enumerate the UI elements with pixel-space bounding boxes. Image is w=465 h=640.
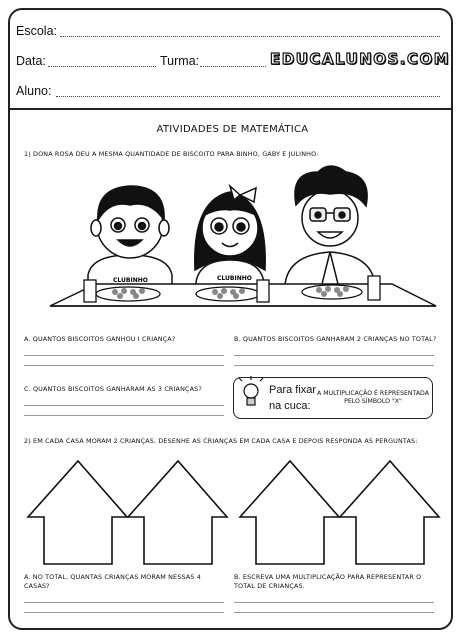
- house-outlines: [28, 461, 439, 564]
- aluno-label: Aluno:: [16, 84, 52, 98]
- answer-line-1c-2[interactable]: [24, 415, 224, 416]
- turma-label: Turma:: [160, 54, 200, 68]
- section1-prompt: 1) DONA ROSA DEU A MESMA QUANTIDADE DE BISCOITO PARA BINHO, GABY E JULINHO:: [24, 150, 319, 158]
- question-1a: A. QUANTOS BISCOITOS GANHOU I CRIANÇA?: [24, 335, 176, 343]
- house-2: [128, 461, 227, 564]
- boy-julinho-figure: [285, 166, 375, 292]
- tip-box: [233, 377, 433, 419]
- answer-line-1c-1[interactable]: [24, 405, 224, 406]
- answer-line-1b-2[interactable]: [234, 365, 434, 366]
- boy-shirt-text: CLUBINHO: [113, 277, 148, 284]
- answer-line-2b-2[interactable]: [234, 612, 434, 613]
- answer-line-2a-1[interactable]: [24, 602, 224, 603]
- house-1: [28, 461, 127, 564]
- house-4: [340, 461, 439, 564]
- section2-prompt: 2) EM CADA CASA MORAM 2 CRIANÇAS. DESENHE AS CRIANÇAS EM CADA CASA E DEPOIS RESPONDA AS PERGUNTAS:: [24, 437, 418, 445]
- brand-logo-text: EDUCALUNOS.COM: [270, 50, 451, 68]
- tip-text: A MULTIPLICAÇÃO É REPRESENTADA PELO SÍMBOLO "X": [317, 390, 429, 405]
- escola-label: Escola:: [16, 24, 57, 38]
- tip-title-line2: na cuca:: [269, 400, 311, 412]
- boy-binho-figure: [88, 186, 172, 290]
- tip-title-line1: Para fixar: [269, 384, 317, 396]
- question-1c: C. QUANTOS BISCOITOS GANHARAM AS 3 CRIANÇAS?: [24, 385, 202, 393]
- question-2b: B. ESCREVA UMA MULTIPLICAÇÃO PARA REPRESENTAR O TOTAL DE CRIANÇAS.: [234, 573, 422, 590]
- house-3: [240, 461, 339, 564]
- answer-line-2b-1[interactable]: [234, 602, 434, 603]
- girl-shirt-text: CLUBINHO: [217, 275, 252, 282]
- question-1b: B. QUANTOS BISCOITOS GANHARAM 2 CRIANÇAS NO TOTAL?: [234, 335, 437, 343]
- answer-line-1a-2[interactable]: [24, 365, 224, 366]
- answer-line-1b-1[interactable]: [234, 355, 434, 356]
- question-2a: A. NO TOTAL, QUANTAS CRIANÇAS MORAM NESSAS 4 CASAS?: [24, 573, 201, 590]
- data-label: Data:: [16, 54, 46, 68]
- answer-line-1a-1[interactable]: [24, 355, 224, 356]
- page-title: ATIVIDADES DE MATEMÁTICA: [156, 124, 309, 135]
- answer-line-2a-2[interactable]: [24, 612, 224, 613]
